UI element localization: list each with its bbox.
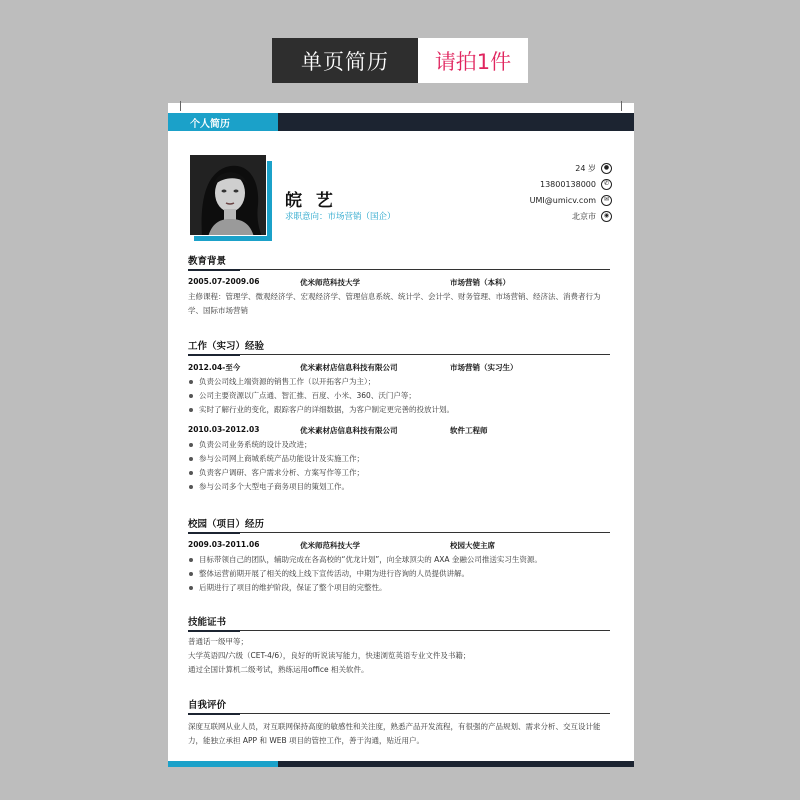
banner-label-single-page: 单页简历 [272,38,418,83]
list-item: 整体运营前期开展了相关的线上线下宣传活动，中期为进行咨询的人员提供讲解。 [188,567,610,581]
phone-text: 13800138000 [540,179,596,189]
list-item: 参与公司多个大型电子商务项目的策划工作。 [188,480,610,494]
section-title: 教育背景 [188,253,610,270]
contact-info [530,163,612,221]
contact-city [572,211,612,221]
crop-mark [180,101,190,111]
contact-phone [540,179,612,189]
city-text: 北京市 [572,211,596,221]
education-period: 2005.07-2009.06 [188,277,260,286]
resume-header-bar [168,113,634,131]
job-period: 2012.04-至今 [188,363,241,372]
job-company: 优米素材店信息科技有限公司 [300,426,398,435]
list-item: 目标带领自己的团队，辅助完成在各高校的“优龙计划”，向全球顶尖的 AXA 金融公司推送实习生资源。 [188,553,610,567]
campus-row [188,540,610,551]
education-school: 优米师范科技大学 [300,278,360,287]
contact-age [575,163,612,173]
self-evaluation-text: 深度互联网从业人员，对互联网保持高度的敏感性和关注度，熟悉产品开发流程，有很强的产品规划、需求分析、交互设计能力，能独立承担 APP 和 WEB 项目的管控工作，善于沟通，贴近用户。 [188,722,601,745]
resume-sheet [168,103,634,767]
section-title: 工作（实习）经验 [188,338,610,355]
job-role: 软件工程师 [450,426,488,435]
job-intent: 求职意向：市场营销（国企） [285,212,396,222]
work-section [188,338,610,494]
list-item: 负责公司业务系统的设计及改进； [188,438,610,452]
list-item: 参与公司网上商城系统产品功能设计及实施工作； [188,452,610,466]
campus-role: 校园大使主席 [450,541,495,550]
location-pin-icon: ◉ [601,211,612,222]
self-evaluation-section [188,697,610,748]
job-row [188,425,610,436]
education-major: 市场营销（本科） [450,278,510,287]
campus-duties [188,553,610,595]
promo-banner [272,38,528,83]
job-duties [188,375,610,417]
job-role: 市场营销（实习生） [450,363,518,372]
skills-section [188,614,610,677]
email-text: UMI@umicv.com [529,195,596,205]
skill-line: 大学英语四/六级（CET-4/6），良好的听说读写能力，快速浏览英语专业文件及书籍； [188,651,471,660]
section-title: 技能证书 [188,614,610,631]
section-title: 校园（项目）经历 [188,516,610,533]
list-item: 实时了解行业的变化，跟踪客户的详细数据，为客户制定更完善的投放计划。 [188,403,610,417]
person-icon: ● [601,163,612,174]
portrait-image [190,155,267,236]
age-text: 24 岁 [575,163,596,173]
job-company: 优米素材店信息科技有限公司 [300,363,398,372]
campus-section [188,516,610,595]
resume-footer-accent [168,761,278,767]
mail-icon: ✉ [601,195,612,206]
campus-period: 2009.03-2011.06 [188,540,260,549]
crop-mark [612,101,622,111]
education-courses: 主修课程：管理学、微观经济学、宏观经济学、管理信息系统、统计学、会计学、财务管理、市场营销、经济法、消费者行为学、国际市场营销 [188,292,601,315]
education-section [188,253,610,318]
list-item: 公司主要资源以广点通、智汇推、百度、小米、360、沃门户等； [188,389,610,403]
campus-school: 优米师范科技大学 [300,541,360,550]
list-item: 负责客户调研、客户需求分析、方案写作等工作； [188,466,610,480]
profile-photo [189,154,267,236]
banner-label-order-note: 请拍1件 [418,38,528,83]
resume-title: 个人简历 [168,113,278,131]
list-item: 后期进行了项目的维护阶段，保证了整个项目的完整性。 [188,581,610,595]
education-row [188,277,610,288]
phone-icon: ✆ [601,179,612,190]
candidate-name: 皖 艺 [285,191,337,211]
job-row [188,362,610,373]
job-duties [188,438,610,494]
list-item: 负责公司线上端资源的销售工作（以开拓客户为主）； [188,375,610,389]
contact-email [530,195,612,205]
section-title: 自我评价 [188,697,610,714]
skill-line: 通过全国计算机二级考试，熟练运用office 相关软件。 [188,665,369,674]
job-period: 2010.03-2012.03 [188,425,260,434]
skill-line: 普通话一级甲等； [188,637,248,646]
